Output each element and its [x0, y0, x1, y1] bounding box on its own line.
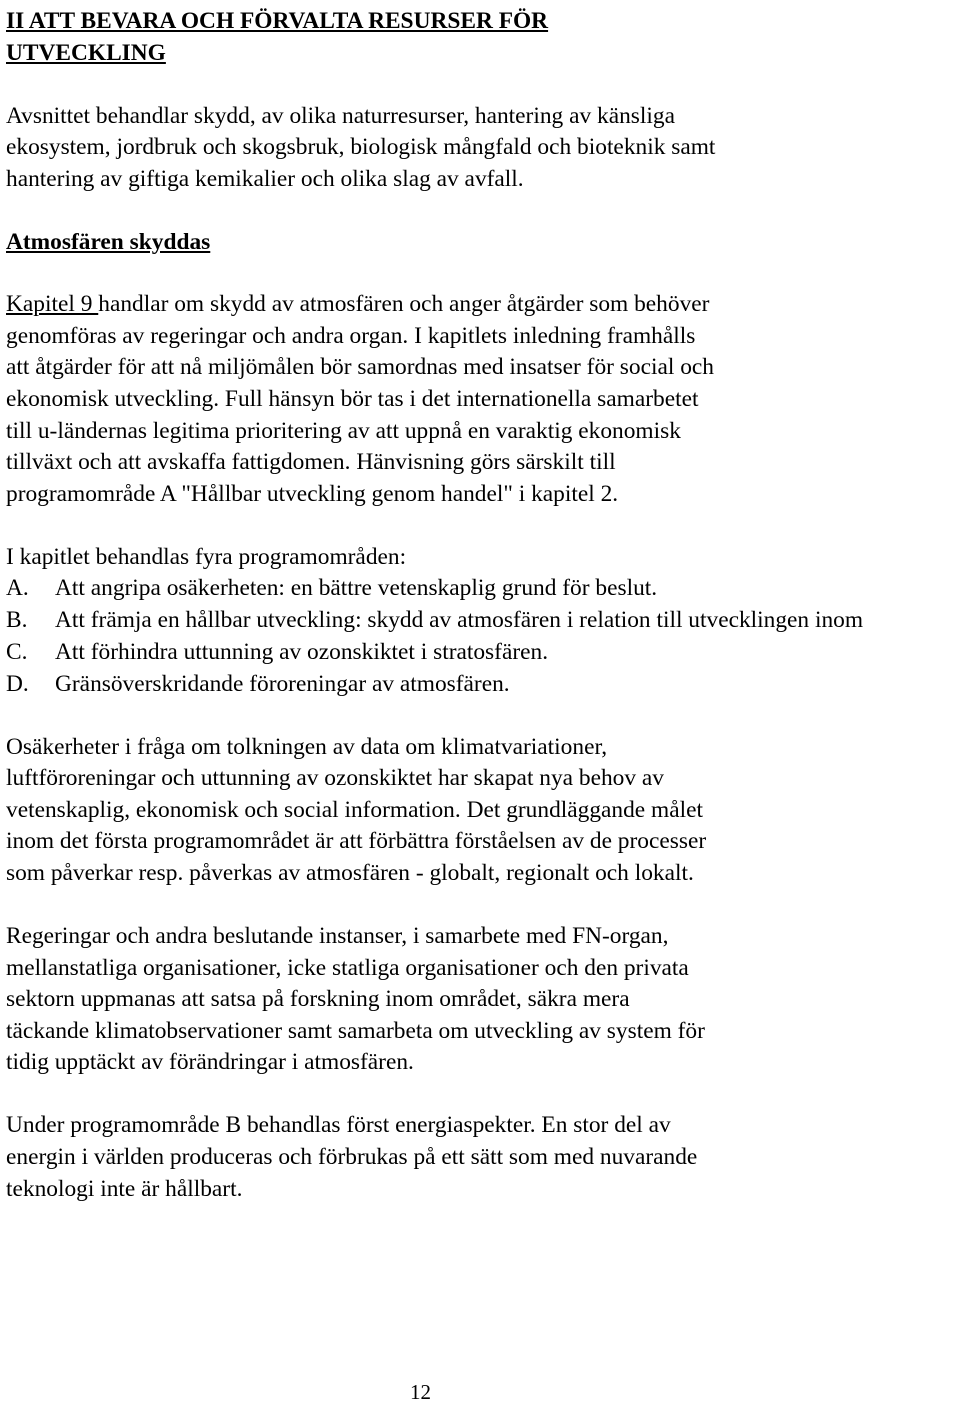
section-title-line-2: UTVECKLING: [6, 40, 166, 66]
paragraph4-line: Under programområde B behandlas först energiaspekter. En stor del av: [6, 1112, 671, 1138]
subheading-atmosphere: Atmosfären skyddas: [6, 229, 211, 255]
paragraph3-line: tidig upptäckt av förändringar i atmosfären.: [6, 1049, 414, 1075]
paragraph2-line: inom det första programområdet är att förbättra förståelsen av de processer: [6, 828, 707, 854]
program-area-text: Att främja en hållbar utveckling: skydd av atmosfären i relation till utvecklingen inom: [55, 607, 864, 633]
intro-line: Avsnittet behandlar skydd, av olika naturresurser, hantering av känsliga: [6, 103, 675, 129]
paragraph4-line: teknologi inte är hållbart.: [6, 1176, 243, 1202]
paragraph3-line: sektorn uppmanas att satsa på forskning inom området, säkra mera: [6, 986, 630, 1012]
paragraph1-line: att åtgärder för att nå miljömålen bör samordnas med insatser för social och: [6, 354, 714, 380]
page-number: 12: [410, 1380, 431, 1404]
paragraph3-line: Regeringar och andra beslutande instanser, i samarbete med FN-organ,: [6, 923, 669, 949]
paragraph1-line: tillväxt och att avskaffa fattigdomen. Hänvisning görs särskilt till: [6, 449, 616, 475]
program-area-text: Gränsöverskridande föroreningar av atmosfären.: [55, 671, 510, 697]
paragraph2-line: som påverkar resp. påverkas av atmosfären - globalt, regionalt och lokalt.: [6, 860, 694, 886]
paragraph3-line: mellanstatliga organisationer, icke statliga organisationer och den privata: [6, 955, 689, 981]
paragraph1-first-line-text: handlar om skydd av atmosfären och anger åtgärder som behöver: [98, 291, 710, 317]
paragraph1-line: programområde A "Hållbar utveckling genom handel" i kapitel 2.: [6, 481, 619, 507]
program-intro: I kapitlet behandlas fyra programområden:: [6, 544, 407, 570]
paragraph1-line: ekonomisk utveckling. Full hänsyn bör tas i det internationella samarbetet: [6, 386, 699, 412]
program-area-letter: A.: [6, 575, 29, 601]
program-area-item: [6, 577, 657, 600]
section-title-line-1: II ATT BEVARA OCH FÖRVALTA RESURSER FÖR: [6, 8, 549, 34]
paragraph3-line: täckande klimatobservationer samt samarbeta om utveckling av system för: [6, 1018, 705, 1044]
program-area-text: Att angripa osäkerheten: en bättre vetenskaplig grund för beslut.: [55, 575, 658, 601]
paragraph1-line: genomföras av regeringar och andra organ. I kapitlets inledning framhålls: [6, 323, 696, 349]
program-area-letter: C.: [6, 639, 28, 665]
program-area-letter: D.: [6, 671, 29, 697]
program-area-item: [6, 609, 863, 632]
program-area-item: [6, 641, 548, 664]
paragraph2-line: luftföroreningar och uttunning av ozonskiktet har skapat nya behov av: [6, 765, 664, 791]
program-area-item: [6, 673, 510, 696]
paragraph2-line: vetenskaplig, ekonomisk och social information. Det grundläggande målet: [6, 797, 703, 823]
paragraph1-line: till u-ländernas legitima prioritering av att uppnå en varaktig ekonomisk: [6, 418, 681, 444]
intro-line: hantering av giftiga kemikalier och olika slag av avfall.: [6, 166, 524, 192]
paragraph1-first-line: [6, 293, 709, 316]
paragraph4-line: energin i världen produceras och förbrukas på ett sätt som med nuvarande: [6, 1144, 698, 1170]
chapter-9-link[interactable]: Kapitel 9: [6, 291, 99, 317]
intro-line: ekosystem, jordbruk och skogsbruk, biologisk mångfald och bioteknik samt: [6, 134, 716, 160]
program-area-letter: B.: [6, 607, 28, 633]
paragraph2-line: Osäkerheter i fråga om tolkningen av data om klimatvariationer,: [6, 734, 608, 760]
program-area-text: Att förhindra uttunning av ozonskiktet i stratosfären.: [55, 639, 549, 665]
